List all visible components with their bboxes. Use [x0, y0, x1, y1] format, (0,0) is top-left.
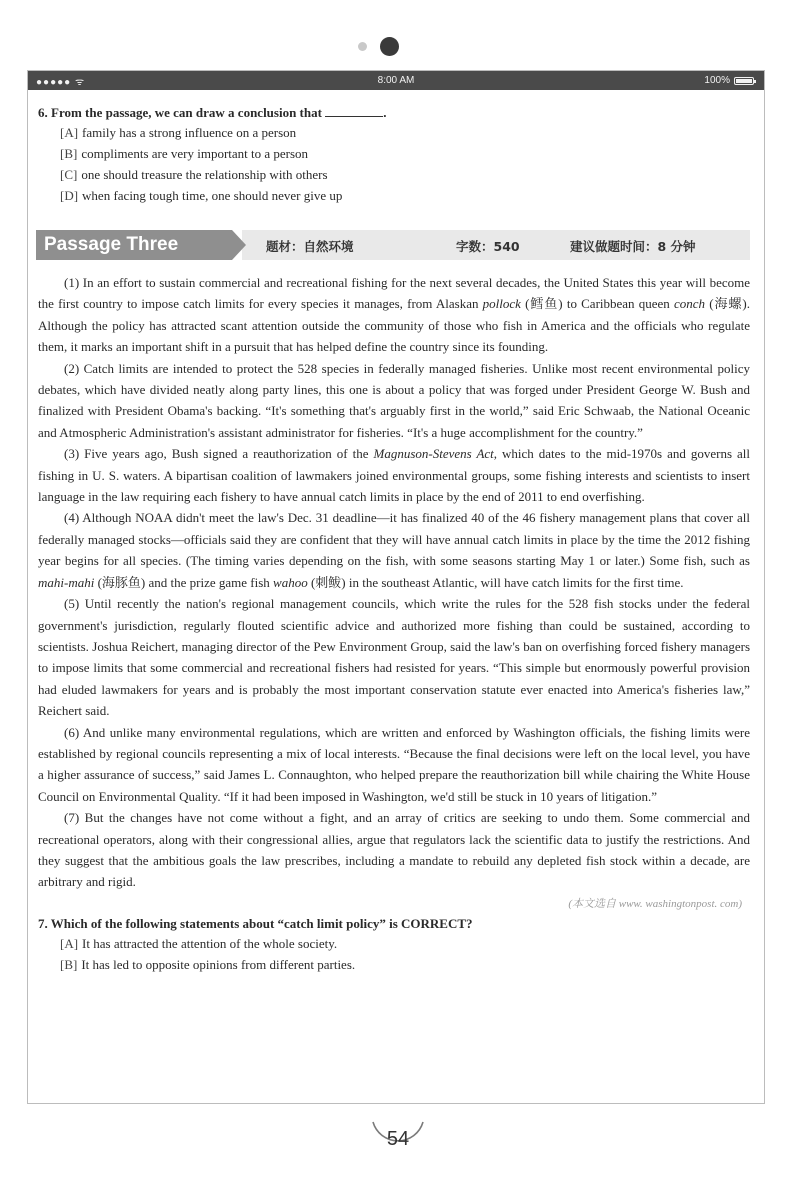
signal-wifi-icon: ●●●●● ᯤ — [36, 77, 86, 88]
paragraph-4: (4) Although NOAA didn't meet the law's Dec. 31 deadline—it has finalized 40 of the 46 fishery management plans that cover all federally managed stocks—officials said they are confident that they will have annual catch limits in place by the time the 2012 fishing year begins for all species. (The timing varies depending on the fish, with some seasons starting May 1 or later.) Some fish, such as mahi-mahi (海豚鱼) and the prize game fish wahoo (刺鲅) in the southeast Atlantic, will have catch limits for the first time. — [38, 510, 750, 590]
page-content — [38, 104, 750, 975]
camera-dot-large — [380, 37, 399, 56]
question-6-option-c[interactable]: [C] one should treasure the relationship with others — [60, 167, 328, 182]
question-7-option-b[interactable]: [B] It has led to opposite opinions from different parties. — [60, 956, 356, 972]
paragraph-3: (3) Five years ago, Bush signed a reauthorization of the Magnuson-Stevens Act, which dates to the mid-1970s and governs all fishing in U. S. waters. A bipartisan coalition of lawmakers joined environmental groups, some fishing interests and scientists to insert language in the law requiring each fishery to have annual catch limits in place by the end of 2011 to end overfishing. — [38, 446, 750, 505]
paragraph-6: (6) And unlike many environmental regulations, which are written and enforced by Washington officials, the fishing limits were established by regional councils representing a mix of local interests. “Because the final decisions were left on the local level, you have a higher assurance of success,” said James L. Connaughton, who helped prepare the reauthorization bill while chairing the White House Council on Environmental Quality. “If it had been imposed in Washington, we'd still be stuck in 10 years of litigation.” — [38, 724, 750, 804]
question-7-option-a[interactable]: [A] It has attracted the attention of the whole society. — [60, 935, 338, 951]
camera-dot-small — [358, 42, 367, 51]
passage-suggested-time: 建议做题时间：8 分钟 — [570, 239, 696, 254]
passage-topic: 题材：自然环境 — [266, 239, 354, 254]
page-number: 54 — [369, 1116, 427, 1168]
source-citation: (本文选自 www. washingtonpost. com) — [568, 897, 742, 910]
tablet-screen — [27, 70, 765, 1104]
paragraph-1: (1) In an effort to sustain commercial and recreational fishing for the next several decades, the United States this year will become the first country to impose catch limits for every species it manages, from Alaskan pollock (鳕鱼) to Caribbean queen conch (海螺). Although the policy has attracted scant attention outside the community of those who fish in America and the officials who regulate them, it marks an important shift in a pursuit that has helped define the country since its founding. — [38, 275, 750, 355]
question-7 — [38, 915, 750, 975]
paragraph-7: (7) But the changes have not come without a fight, and an array of critics are seeking to undo them. Some commercial and recreational operators, along with their congressional allies, argue that regulators lack the scientific data to justify the restrictions. And they suggest that the ambitious goals the law prescribes, including a mandate to rebuild any depleted fish stock within a decade, are arbitrary and rigid. — [38, 810, 750, 890]
status-time: 8:00 AM — [377, 75, 415, 86]
passage-body — [38, 272, 750, 913]
passage-banner — [36, 228, 750, 262]
battery-status — [704, 75, 754, 86]
battery-icon — [734, 77, 754, 85]
question-6 — [38, 104, 750, 206]
paragraph-5: (5) Until recently the nation's regional management councils, which write the rules for the 528 fish stocks under the federal government's jurisdiction, regularly flouted scientific advice and authorized more fishing than could be sustained, according to scientists. Joshua Reichert, managing director of the Pew Environment Group, said the law's ban on overfishing forced fishery managers to impose limits that some commercial and recreational fishers had resisted for years. “This simple but enormously powerful provision had eluded lawmakers for years and is probably the most important conservation statute ever enacted into America's fisheries law,” Reichert said. — [38, 596, 750, 719]
passage-word-count: 字数：540 — [456, 239, 520, 254]
battery-percent: 100% — [704, 75, 730, 86]
question-7-stem: 7. Which of the following statements about “catch limit policy” is CORRECT? — [38, 915, 473, 931]
question-6-option-b[interactable]: [B] compliments are very important to a person — [60, 146, 309, 161]
answer-blank — [325, 104, 383, 117]
question-6-option-d[interactable]: [D] when facing tough time, one should never give up — [60, 188, 343, 203]
question-6-stem: 6. From the passage, we can draw a conclusion that . — [38, 105, 387, 120]
status-bar — [28, 71, 764, 90]
passage-title: Passage Three — [36, 230, 232, 260]
paragraph-2: (2) Catch limits are intended to protect the 528 species in federally managed fisheries. Unlike most recent environmental policy debates, which have divided neatly along party lines, this one is about a policy that was forged under President George W. Bush and finalized with President Obama's backing. “It's something that's arguably first in the world,” said Eric Schwaab, the National Oceanic and Atmospheric Administration's assistant administrator for fisheries. “It's a huge accomplishment for the country.” — [38, 360, 750, 440]
banner-arrow-icon — [232, 230, 246, 260]
question-6-option-a[interactable]: [A] family has a strong influence on a person — [60, 125, 297, 140]
